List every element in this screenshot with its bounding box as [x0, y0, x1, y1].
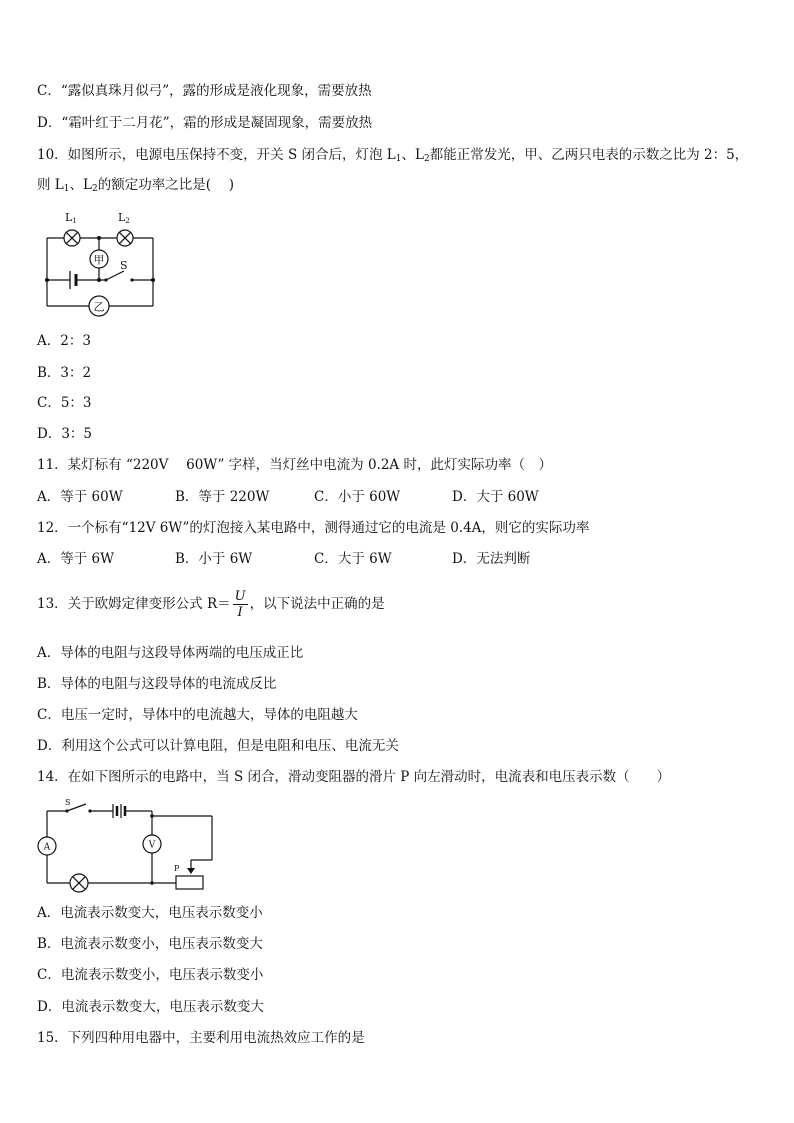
q10-option-b: B．3：2 — [37, 365, 92, 381]
q10-meter-yi-label: 乙 — [93, 300, 105, 314]
q10-circuit-diagram — [40, 205, 170, 320]
q14-stem: 14．在如下图所示的电路中，当 S 闭合，滑动变阻器的滑片 P 向左滑动时，电流表和电压表示数（ ） — [37, 769, 671, 785]
q9-option-d: D．“霜叶红于二月花”，霜的形成是凝固现象，需要放热 — [37, 115, 373, 131]
q11-stem: 11．某灯标有 “220V 60W” 字样，当灯丝中电流为 0.2A 时，此灯实际功率（ ） — [37, 457, 552, 473]
q9-option-c: C．“露似真珠月似弓”，露的形成是液化现象，需要放热 — [37, 83, 372, 99]
q10-stem-part: 则 L — [37, 177, 64, 193]
q14-option-d: D．电流表示数变大，电压表示数变大 — [37, 999, 264, 1015]
q14-circuit-diagram — [36, 795, 221, 895]
q13-option-b: B．导体的电阻与这段导体的电流成反比 — [37, 676, 277, 692]
q14-ammeter-label: A — [43, 842, 51, 853]
label-subscript: 2 — [125, 217, 130, 225]
subscript: 2 — [423, 154, 430, 164]
label-text: L — [118, 211, 126, 224]
fraction-numerator: U — [234, 589, 246, 604]
q10-stem-part: 、L — [69, 177, 92, 193]
q13-option-a: A．导体的电阻与这段导体两端的电压成正比 — [37, 645, 304, 661]
q12-option-c: C．大于 6W — [314, 551, 392, 567]
q14-option-b: B．电流表示数变小，电压表示数变大 — [37, 936, 263, 952]
q10-stem-part: 的额定功率之比是( ) — [97, 177, 235, 193]
q10-stem-line2 — [37, 176, 234, 198]
q10-option-d: D．3：5 — [37, 426, 93, 442]
subscript: 1 — [63, 184, 70, 194]
q13-option-c: C．电压一定时，导体中的电流越大，导体的电阻越大 — [37, 707, 358, 723]
q11-option-d: D．大于 60W — [452, 489, 539, 505]
label-subscript: 1 — [72, 217, 77, 225]
q12-option-d: D．无法判断 — [452, 551, 531, 567]
q13-stem — [37, 586, 385, 622]
q10-lamp-l1 — [64, 230, 80, 246]
q13-stem-part: 13．关于欧姆定律变形公式 R＝ — [37, 596, 231, 612]
q13-stem-part: ，以下说法中正确的是 — [249, 596, 385, 612]
q10-lamp-l1-label — [65, 211, 77, 225]
q10-switch-label: S — [120, 259, 128, 272]
q14-slider-label: P — [174, 864, 180, 873]
q12-option-a: A．等于 6W — [37, 551, 115, 567]
q12-stem: 12．一个标有“12V 6W”的灯泡接入某电路中，测得通过它的电流是 0.4A，则它的实际功率 — [37, 520, 590, 536]
q13-option-d: D．利用这个公式可以计算电阻，但是电阻和电压、电流无关 — [37, 738, 399, 754]
q14-option-a: A．电流表示数变大，电压表示数变小 — [37, 905, 263, 921]
q10-option-a: A．2：3 — [37, 333, 91, 349]
label-text: L — [65, 211, 73, 224]
q11-option-b: B．等于 220W — [175, 489, 270, 505]
q14-option-c: C．电流表示数变小，电压表示数变小 — [37, 967, 264, 983]
subscript: 2 — [91, 184, 98, 194]
q10-lamp-l2 — [117, 230, 133, 246]
q14-rheostat — [176, 876, 203, 889]
q10-lamp-l2-label — [118, 211, 130, 225]
q12-option-b: B．小于 6W — [175, 551, 253, 567]
q10-meter-jia-label: 甲 — [93, 253, 105, 267]
q10-stem-line1 — [37, 146, 748, 168]
formula-fraction — [233, 589, 248, 620]
q11-option-a: A．等于 60W — [37, 489, 123, 505]
q15-stem: 15．下列四种用电器中，主要利用电流热效应工作的是 — [37, 1030, 365, 1046]
q10-battery — [70, 271, 76, 289]
q10-stem-part: 10．如图所示，电源电压保持不变，开关 S 闭合后，灯泡 L — [37, 147, 396, 163]
q10-stem-part: 都能正常发光，甲、乙两只电表的示数之比为 2：5， — [429, 147, 749, 163]
q14-switch-label: S — [65, 798, 71, 807]
q14-lamp — [70, 874, 88, 892]
q14-voltmeter-label: V — [148, 840, 156, 851]
fraction-denominator: I — [237, 605, 243, 620]
q11-option-c: C．小于 60W — [314, 489, 401, 505]
q10-stem-part: 、L — [401, 147, 424, 163]
q10-option-c: C．5：3 — [37, 395, 92, 411]
q14-battery — [113, 804, 125, 818]
subscript: 1 — [395, 154, 402, 164]
